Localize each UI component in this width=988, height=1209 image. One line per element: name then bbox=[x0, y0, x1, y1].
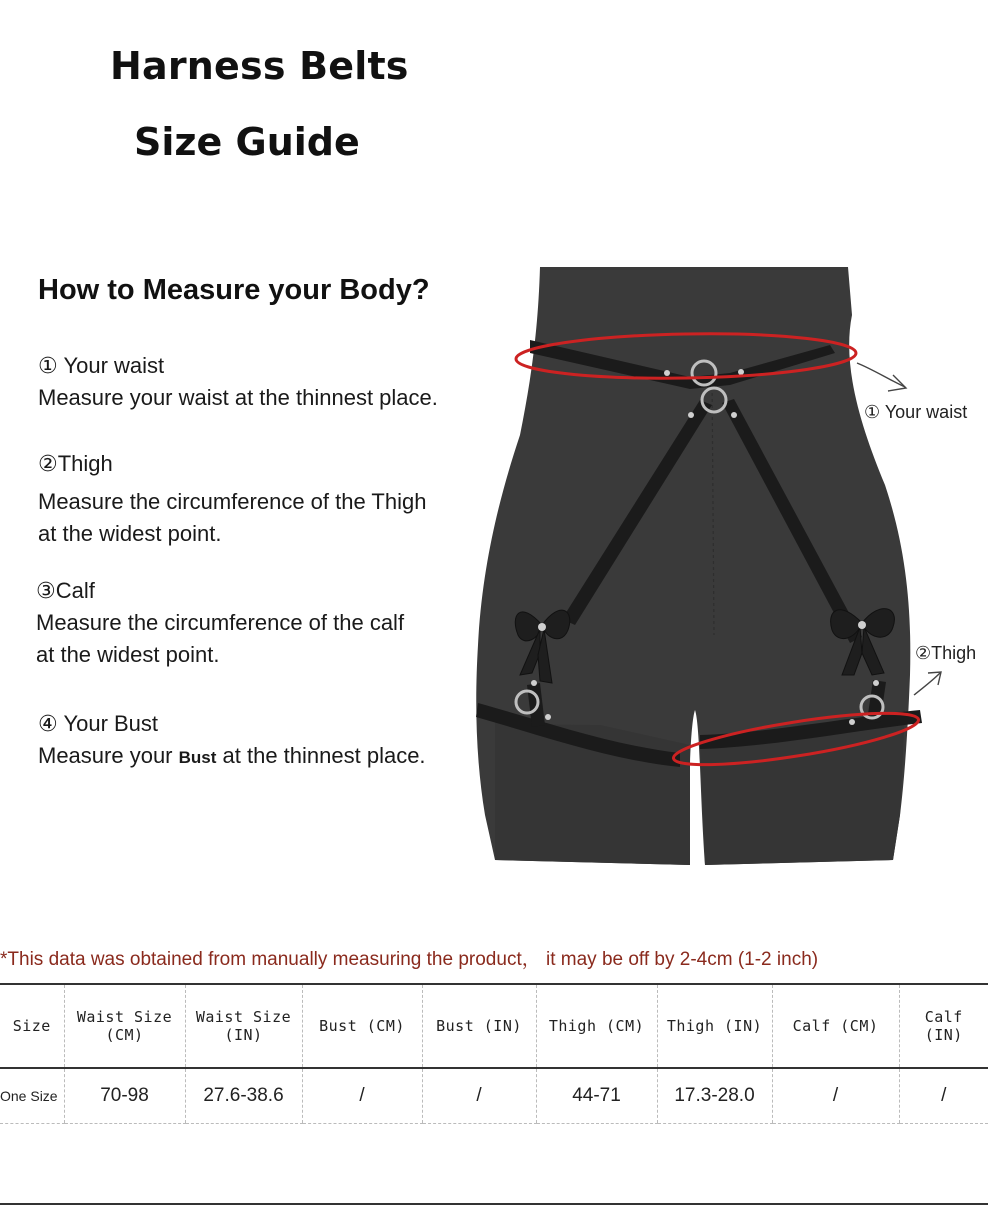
step-thigh-label: ②Thigh bbox=[38, 451, 113, 476]
step-waist-label: ① Your waist bbox=[38, 353, 165, 378]
page-title: Harness Belts bbox=[110, 44, 409, 88]
step-bust-label: ④ Your Bust bbox=[38, 711, 159, 736]
step-waist bbox=[38, 350, 438, 414]
step-waist-desc: Measure your waist at the thinnest place. bbox=[38, 385, 438, 410]
step-bust bbox=[38, 708, 426, 774]
header-calf-cm: Calf (CM) bbox=[772, 984, 899, 1068]
step-bust-desc-prefix: Measure your bbox=[38, 743, 179, 768]
size-table bbox=[0, 983, 988, 1124]
mannequin-figure bbox=[0, 255, 988, 875]
header-bust-in: Bust (IN) bbox=[422, 984, 536, 1068]
header-waist-in: Waist Size (IN) bbox=[185, 984, 302, 1068]
step-thigh-desc-line1: Measure the circumference of the Thigh bbox=[38, 489, 427, 514]
step-thigh-desc-line2: at the widest point. bbox=[38, 521, 222, 546]
thigh-arrow bbox=[914, 673, 940, 695]
step-calf-desc-line2: at the widest point. bbox=[36, 642, 220, 667]
cell-waist-in: 27.6-38.6 bbox=[185, 1068, 302, 1124]
measure-heading: How to Measure your Body? bbox=[38, 274, 430, 306]
header-thigh-cm: Thigh (CM) bbox=[536, 984, 657, 1068]
mannequin-illustration bbox=[0, 255, 988, 875]
cell-thigh-cm: 44-71 bbox=[536, 1068, 657, 1124]
cell-size: One Size bbox=[0, 1068, 64, 1124]
bottom-divider bbox=[0, 1203, 988, 1205]
header-thigh-in: Thigh (IN) bbox=[657, 984, 772, 1068]
step-calf-label: ③Calf bbox=[36, 578, 95, 603]
cell-waist-cm: 70-98 bbox=[64, 1068, 185, 1124]
cell-calf-cm: / bbox=[772, 1068, 899, 1124]
cell-calf-in: / bbox=[899, 1068, 988, 1124]
step-bust-desc-suffix: at the thinnest place. bbox=[216, 743, 426, 768]
page-subtitle: Size Guide bbox=[134, 120, 360, 164]
measurement-disclaimer: *This data was obtained from manually measuring the product， it may be off by 2-4cm (1-2 inch) bbox=[0, 949, 819, 970]
callout-waist-label: ① Your waist bbox=[864, 402, 968, 422]
table-row bbox=[0, 1068, 988, 1124]
waist-arrow bbox=[857, 363, 905, 387]
step-thigh bbox=[38, 448, 426, 550]
step-calf-desc-line1: Measure the circumference of the calf bbox=[36, 610, 405, 635]
step-bust-desc bbox=[38, 740, 426, 774]
header-size: Size bbox=[0, 984, 64, 1068]
table-header-row bbox=[0, 984, 988, 1068]
header-waist-cm: Waist Size (CM) bbox=[64, 984, 185, 1068]
cell-bust-in: / bbox=[422, 1068, 536, 1124]
header-bust-cm: Bust (CM) bbox=[302, 984, 422, 1068]
cell-thigh-in: 17.3-28.0 bbox=[657, 1068, 772, 1124]
cell-bust-cm: / bbox=[302, 1068, 422, 1124]
callout-thigh-label: ②Thigh bbox=[915, 643, 977, 663]
step-bust-desc-bold: Bust bbox=[178, 748, 217, 767]
step-calf bbox=[36, 575, 404, 671]
header-calf-in: Calf (IN) bbox=[899, 984, 988, 1068]
